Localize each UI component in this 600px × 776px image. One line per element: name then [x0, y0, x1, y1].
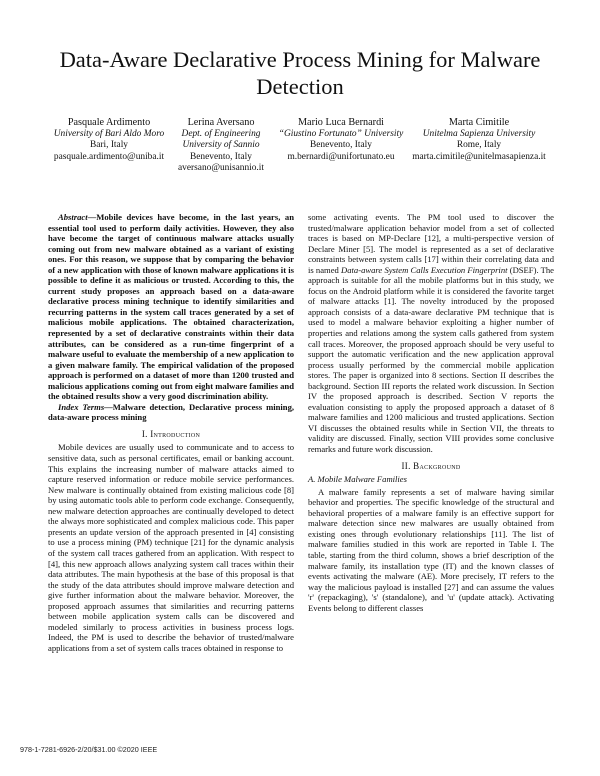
author-email: m.bernardi@unifortunato.eu [287, 151, 395, 162]
author-name: Pasquale Ardimento [67, 117, 151, 128]
author-affiliation: “Giustino Fortunato” University [278, 128, 404, 139]
abstract [48, 212, 294, 402]
author-affiliation: Dept. of Engineering [181, 128, 261, 139]
intro-text-emphasis: Data-aware System Calls Execution Fingerprint [341, 264, 508, 275]
intro-text-b: (DSEF). The approach is suitable for all the mobile platforms but in this study, we focus on the Android platform while it is considered the favorite target of malware attacks [1]. The novelty introduced by the proposed approach consists of a data-aware declarative PM technique that is used to model a malware behavior exploiting a higher number of properties and relations among the system calls gathered from system call traces. Moreover, the proposed approach should be very useful to support the automatic verification and the new application approval process usually performed by the commercial mobile application stores. The paper is organized into 8 sections. Section II describes the background. Section III reports the related work discussion. In Section IV the proposed approach is described. Section V reports the evaluation consisting to apply the proposed approach a dataset of 8 malware families and 1200 malicious and trusted applications. Section VI discusses the obtained results while in Section VII, the threats to validity are discussed. Finally, section VIII provides some conclusive remarks and future work discussion. [308, 264, 554, 455]
author-affiliation: Unitelma Sapienza University [422, 128, 536, 139]
author-location: Rome, Italy [456, 140, 502, 151]
section-heading-introduction: I. Introduction [141, 428, 201, 439]
section-heading-background: II. Background [401, 460, 461, 471]
author-email: aversano@unisannio.it [178, 163, 264, 174]
abstract-text: —Mobile devices have become, in the last years, an essential tool used to perform daily activities. However, they also have become the target of continuous malware attacks usually coming out from new malware obtained as a variant of existing ones. For this reason, we suppose that by comparing the behavior of a new application with those of known malware applications it is possible to define it as malicious or trusted. According to this, the current study proposes an approach based on a data-aware declarative process mining technique to identify similarities and recurring patterns in the system call traces generated by a set of malicious mobile applications. The obtained characterization, represented by a set of declarative constraints within their data attributes, can be considered as a run-time fingerprint of a malware useful to evaluate the membership of a new application to a given malware family. The empirical validation of the proposed approach is performed on a dataset of more than 1200 trusted and malicious applications coming out from eight malware families and the obtained results show a very good discrimination ability. [48, 212, 294, 402]
author-affiliation-2: University of Sannio [182, 140, 260, 151]
author-location: Benevento, Italy [310, 140, 372, 151]
author-3 [276, 117, 406, 163]
left-column [48, 212, 294, 653]
subsection-heading-malware-families: A. Mobile Malware Families [308, 474, 407, 485]
paper-title: Data-Aware Declarative Process Mining for Malware Detection [59, 47, 541, 99]
intro-text-a: some activating events. The PM tool used to discover the trusted/malware application behavior model from a set of collected traces is based on MP-Declare [12], a multi-perspective version of Declare Miner [5]. The model is represented as a set of declarative constraints between system calls [17] within their correlating data and is named [308, 212, 554, 275]
intro-paragraph-continued [308, 212, 554, 455]
right-column [308, 212, 554, 613]
index-terms-label: Index Terms [58, 401, 105, 412]
author-location: Bari, Italy [89, 140, 128, 151]
index-terms-text: —Malware detection, Declarative process mining, data-aware process mining [48, 401, 295, 423]
author-name: Mario Luca Bernardi [298, 117, 384, 128]
author-4 [404, 117, 554, 163]
author-2 [166, 117, 276, 175]
copyright-footer: 978-1-7281-6926-2/20/$31.00 ©2020 IEEE [20, 745, 158, 754]
author-name: Marta Cimitile [448, 117, 510, 128]
intro-paragraph: Mobile devices are usually used to communicate and to access to sensitive data, such as personal certificates, email or banking account. This explains the increasing number of malware attacks aimed to capture reserved information or reduce mobile service performances. New malware is continually obtained from existing malicious code [8] by using automatic tools able to perform code exchange. Consequently, new malware detection approaches are continually developed to detect the always more sophisticated and complex malicious code. This paper presents an update version of the approach presented in [4] consisting to use a process mining (PM) technique [21] for the dynamic analysis of the system call traces gathered from an application. With respect to [4], this new approach allows analyzing system call traces within their data attributes. The main hypothesis at the base of this proposal is that the study of the data attributes should improve malware detection and give further information about the malware behavior. Moreover, the proposed approach assumes that similarities and recurring patterns between mobile application system calls can be discovered and modeled similarly to process activities in business process logs. Indeed, the PM is used to describe the behavior of trusted/malware applications from a set of system calls traces obtained in response to [48, 442, 294, 653]
author-1 [48, 117, 170, 163]
author-location: Benevento, Italy [190, 151, 252, 162]
author-name: Lerina Aversano [187, 117, 255, 128]
author-affiliation: University of Bari Aldo Moro [53, 128, 165, 139]
author-email: marta.cimitile@unitelmasapienza.it [412, 151, 546, 162]
background-paragraph: A malware family represents a set of malware having similar behavior and properties. The specific knowledge of the structural and behavioral properties of a malware family is an effective support for malware detection since new malwares are usually obtained from existing ones through evolutionary relationships [11]. The list of malware families studied in this work are reported in Table I. The table, starting from the third column, shows a brief description of the malware family, its installation type (IT) and the known classes of events activating the malware (AE). More precisely, IT refers to the way the malicious payload is installed [27] and can assume the values 'r' (repackaging), 's' (standalone), and 'u' (update attack). Activating Events belong to different classes [308, 486, 554, 613]
author-email: pasquale.ardimento@uniba.it [53, 151, 165, 162]
index-terms [48, 402, 294, 423]
abstract-label: Abstract [58, 212, 88, 222]
